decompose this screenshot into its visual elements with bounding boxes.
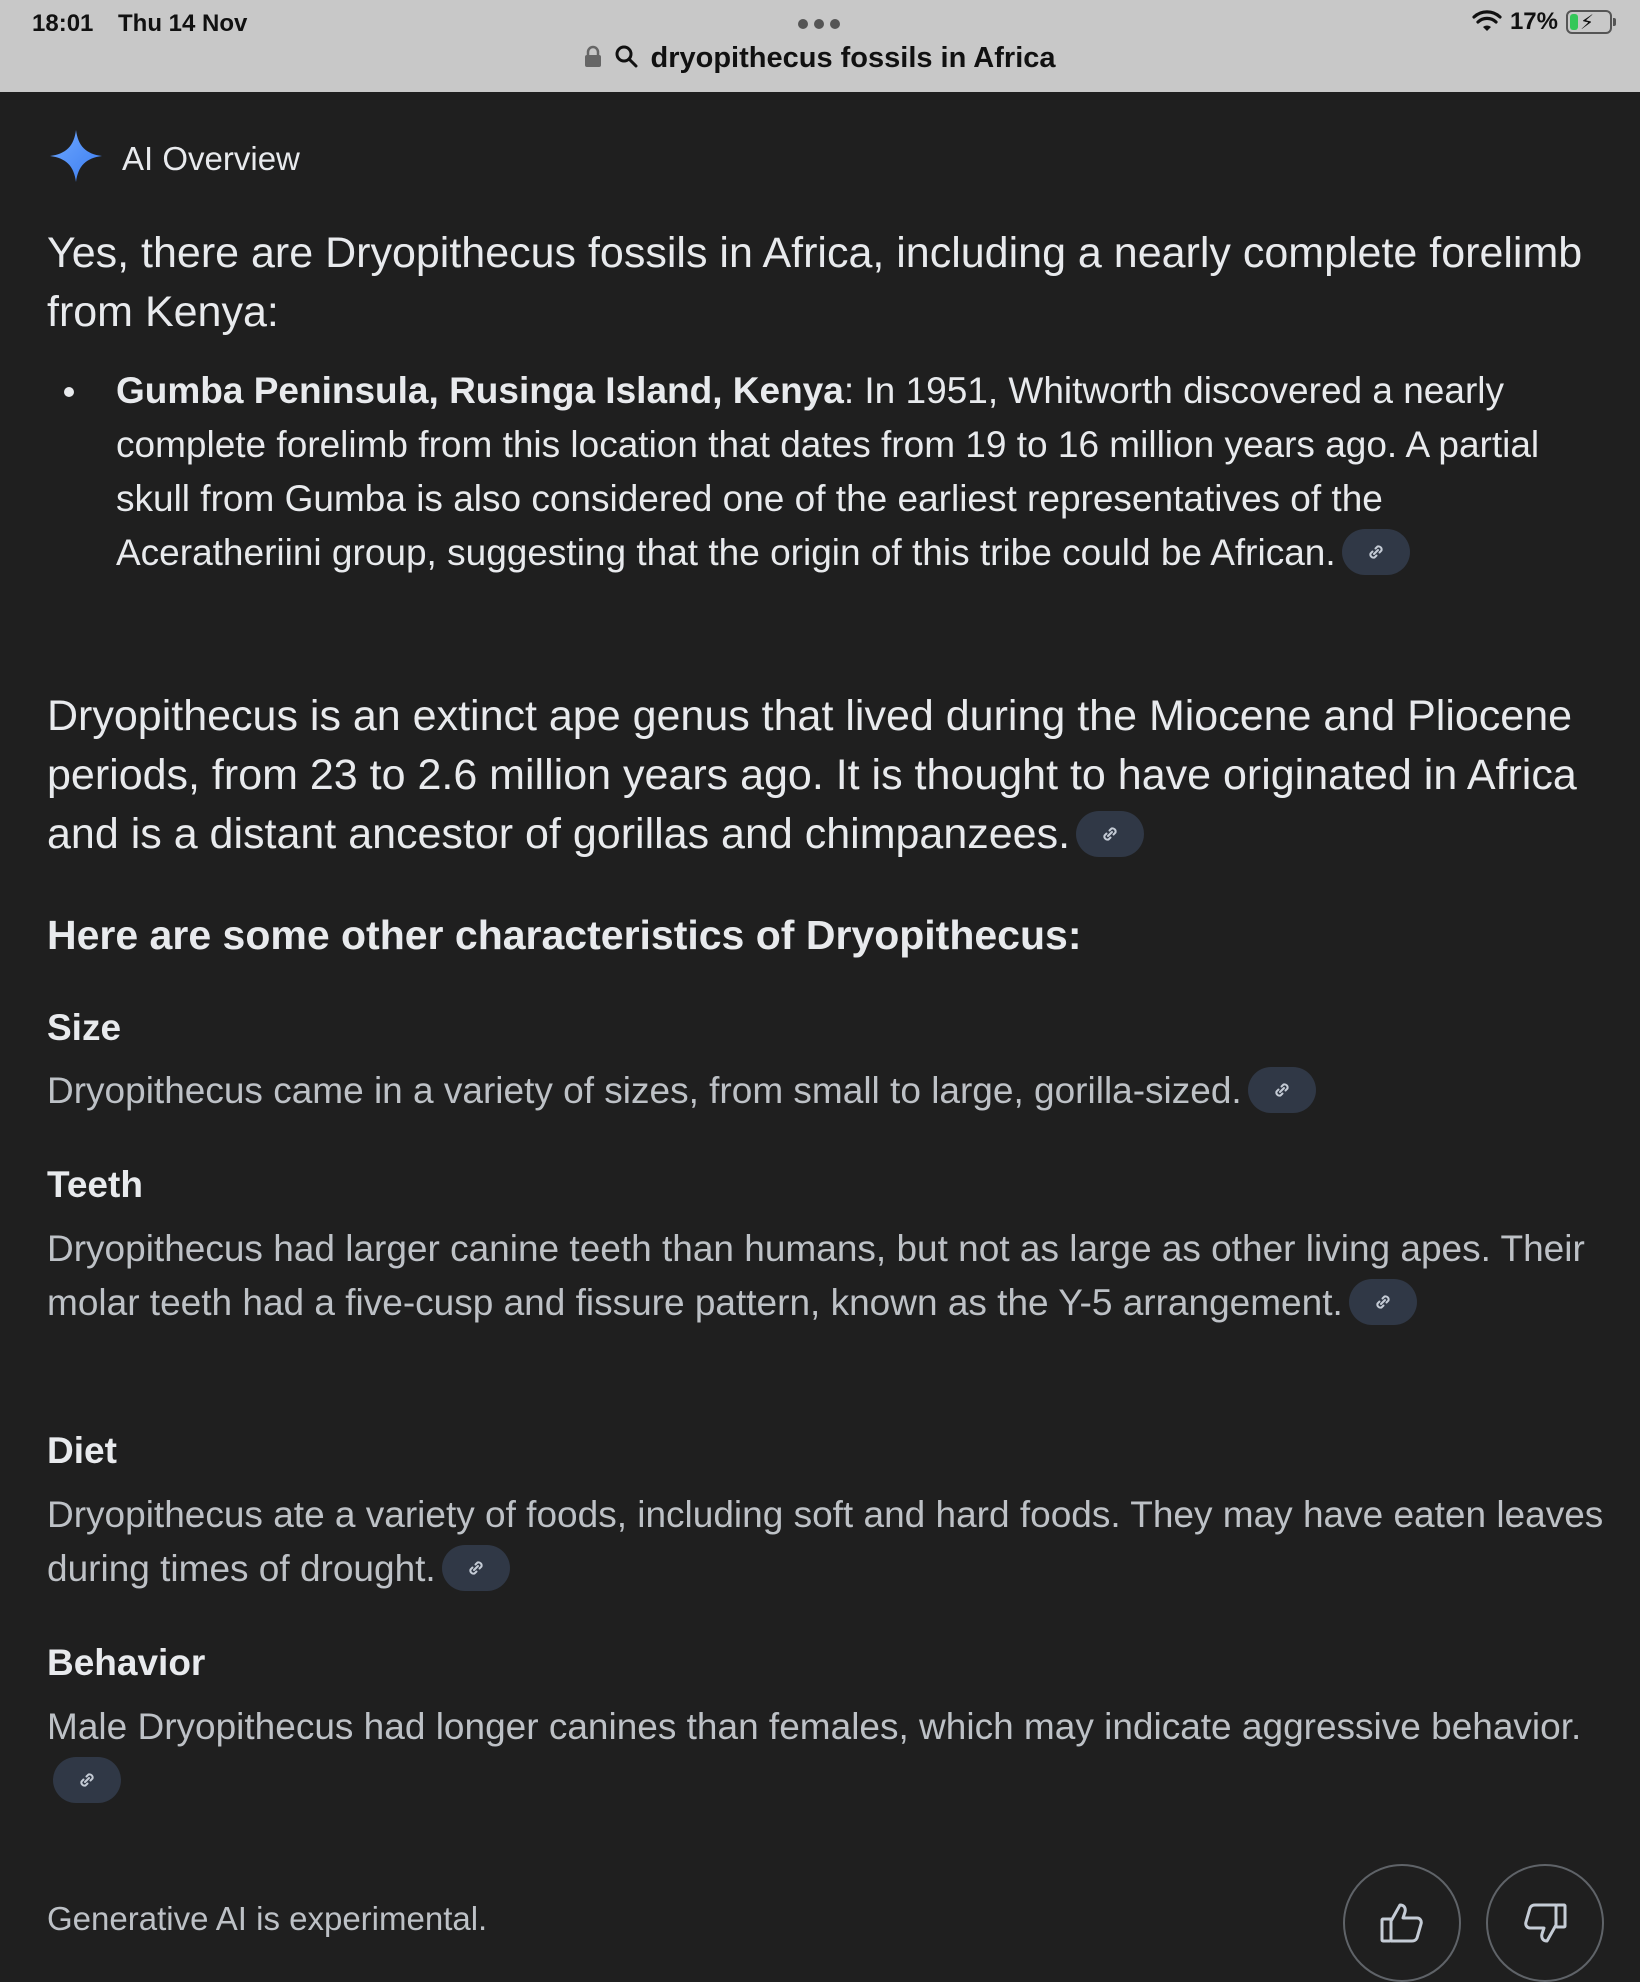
characteristic-text: Dryopithecus came in a variety of sizes, from small to large, gorilla-sized.: [47, 1070, 1242, 1111]
thumbs-down-icon: [1519, 1897, 1571, 1949]
multitasking-dots-icon[interactable]: [798, 19, 840, 29]
characteristic-text-teeth: [47, 1222, 1607, 1330]
browser-top-bar: [0, 0, 1640, 92]
section-title: Here are some other characteristics of Dryopithecus:: [47, 912, 1082, 958]
source-link-button[interactable]: [1248, 1067, 1316, 1113]
link-icon: [75, 1768, 99, 1792]
source-link-button[interactable]: [1076, 811, 1144, 857]
characteristic-title-size: Size: [47, 1007, 122, 1048]
source-link-button[interactable]: [1342, 529, 1410, 575]
list-item: [56, 364, 1596, 580]
link-icon: [1270, 1078, 1294, 1102]
wifi-icon: [1472, 10, 1502, 34]
source-link-button[interactable]: [442, 1545, 510, 1591]
characteristic-text-diet: [47, 1488, 1607, 1596]
characteristic-text-size: [47, 1064, 1607, 1118]
overview-lead: Yes, there are Dryopithecus fossils in Africa, including a nearly complete forelimb from Kenya:: [47, 229, 1583, 336]
thumbs-down-button[interactable]: [1486, 1864, 1604, 1982]
battery-percentage: 17%: [1509, 8, 1558, 35]
status-time: 18:01: [32, 10, 94, 37]
link-icon: [1364, 540, 1388, 564]
search-query[interactable]: dryopithecus fossils in Africa: [650, 42, 1056, 74]
characteristic-text-behavior: [47, 1700, 1607, 1808]
address-bar[interactable]: [0, 42, 1640, 75]
characteristic-title-behavior: Behavior: [47, 1642, 206, 1683]
thumbs-up-button[interactable]: [1343, 1864, 1461, 1982]
characteristic-text: Dryopithecus ate a variety of foods, including soft and hard foods. They may have eaten leaves during times of drought.: [47, 1494, 1604, 1589]
link-icon: [464, 1556, 488, 1580]
experimental-note: Generative AI is experimental.: [47, 1900, 488, 1937]
thumbs-up-icon: [1376, 1897, 1428, 1949]
ai-overview-panel: [0, 92, 1640, 1977]
sparkle-icon: [48, 128, 104, 189]
fossil-location-list: [56, 364, 1596, 580]
link-icon: [1098, 822, 1122, 846]
source-link-button[interactable]: [1349, 1279, 1417, 1325]
source-link-button[interactable]: [53, 1757, 121, 1803]
status-date: Thu 14 Nov: [118, 10, 248, 37]
characteristic-text: Dryopithecus had larger canine teeth than humans, but not as large as other living apes. Their molar teeth had a five-cusp and fissure pattern, known as the Y-5 arrangement.: [47, 1228, 1585, 1323]
link-icon: [1371, 1290, 1395, 1314]
paragraph-text: Dryopithecus is an extinct ape genus that lived during the Miocene and Pliocene periods, from 23 to 2.6 million years ago. It is thought to have originated in Africa and is a distant ancestor of gorillas and chimpanzees.: [47, 692, 1577, 858]
characteristic-title-diet: Diet: [47, 1430, 117, 1471]
overview-paragraph: [47, 687, 1627, 864]
ai-overview-header: [48, 128, 300, 189]
characteristic-text: Male Dryopithecus had longer canines than females, which may indicate aggressive behavior.: [47, 1706, 1582, 1747]
lock-icon: [584, 45, 602, 72]
ai-overview-title: AI Overview: [122, 139, 300, 177]
bullet-text: : In 1951, Whitworth discovered a nearly complete forelimb from this location that dates from 19 to 16 million years ago. A partial skull from Gumba is also considered one of the earliest representatives of the Aceratheriini group, suggesting that the origin of this tribe could be African.: [116, 370, 1540, 573]
search-icon: [614, 44, 638, 73]
bullet-heading: Gumba Peninsula, Rusinga Island, Kenya: [116, 370, 844, 411]
status-indicators: [1472, 8, 1612, 36]
characteristic-title-teeth: Teeth: [47, 1164, 143, 1205]
battery-charging-icon: ⚡: [1566, 10, 1612, 34]
